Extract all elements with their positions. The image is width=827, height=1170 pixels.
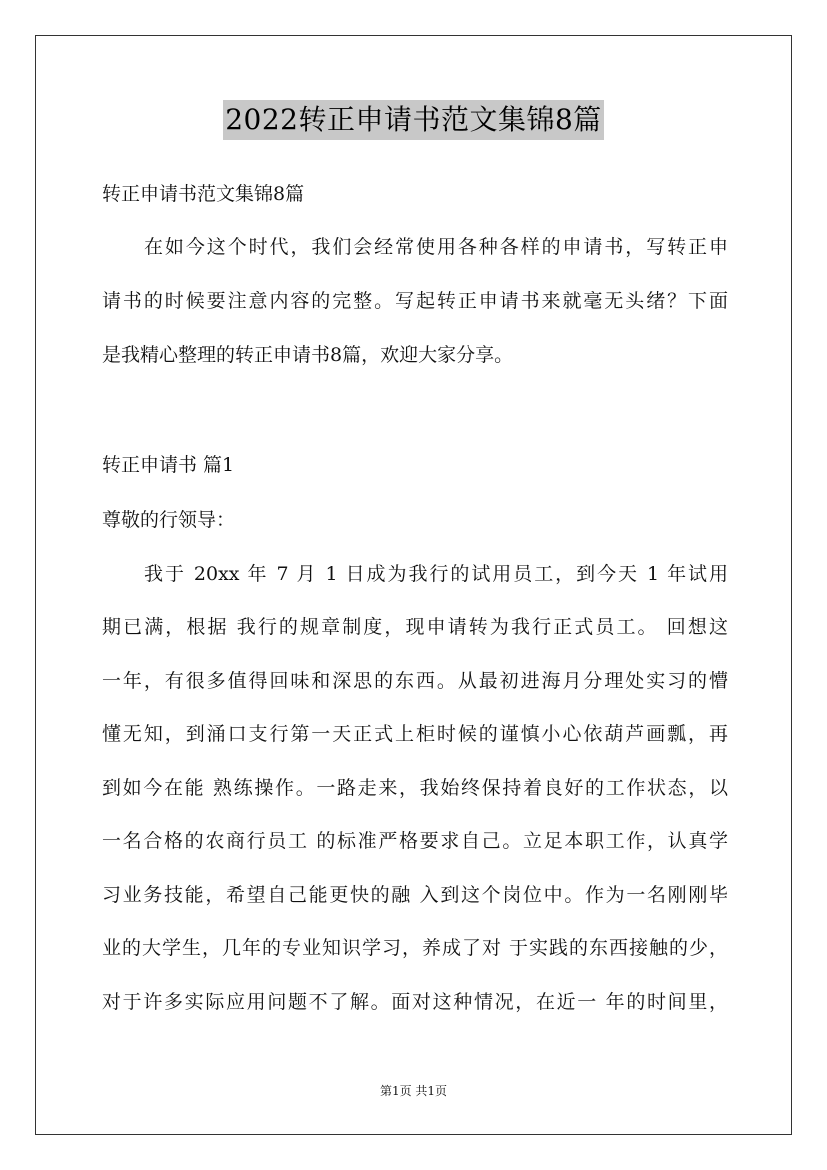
document-title: 2022转正申请书范文集锦8篇: [223, 100, 604, 140]
body-line-4: 懂无知，到涌口支行第一天正式上柜时候的谨慎小心依葫芦画瓢，再: [102, 723, 728, 745]
body-line-6: 一名合格的农商行员工 的标准严格要求自己。立足本职工作，认真学: [102, 830, 728, 852]
section-heading: 转正申请书 篇1: [102, 454, 235, 476]
intro-line-2: 请书的时候要注意内容的完整。写起转正申请书来就毫无头绪？下面: [102, 290, 728, 312]
body-line-7: 习业务技能，希望自己能更快的融 入到这个岗位中。作为一名刚刚毕: [102, 884, 728, 906]
title-container: [0, 100, 827, 140]
document-subtitle: 转正申请书范文集锦8篇: [102, 183, 305, 205]
body-line-8: 业的大学生，几年的专业知识学习，养成了对 于实践的东西接触的少，: [102, 937, 728, 959]
body-line-2: 期已满，根据 我行的规章制度，现申请转为我行正式员工。 回想这: [102, 616, 728, 638]
intro-line-3: 是我精心整理的转正申请书8篇，欢迎大家分享。: [102, 344, 514, 366]
body-line-9: 对于许多实际应用问题不了解。面对这种情况，在近一 年的时间里，: [102, 991, 728, 1013]
body-line-5: 到如今在能 熟练操作。一路走来，我始终保持着良好的工作状态，以: [102, 777, 728, 799]
intro-line-1: 在如今这个时代，我们会经常使用各种各样的申请书，写转正申: [144, 236, 728, 258]
salutation: 尊敬的行领导：: [102, 509, 236, 531]
body-line-1: 我于 20xx 年 7 月 1 日成为我行的试用员工，到今天 1 年试用: [144, 563, 728, 585]
page-footer: 第1页 共1页: [379, 1084, 448, 1098]
body-line-3: 一年，有很多值得回味和深思的东西。从最初进海月分理处实习的懵: [102, 670, 728, 692]
